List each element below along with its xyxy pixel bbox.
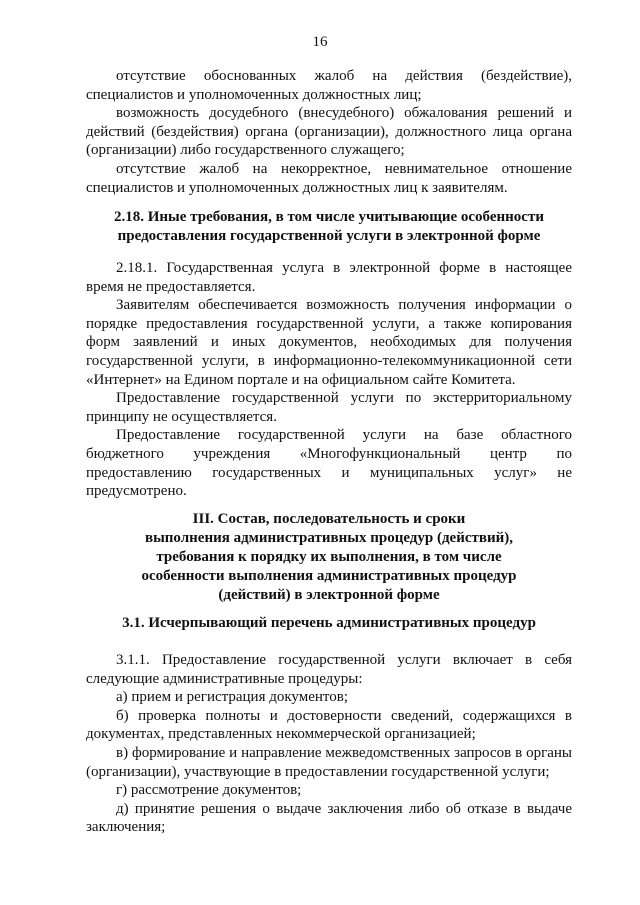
list-item: отсутствие обоснованных жалоб на действия (бездействие), специалистов и уполномоченных должностных лиц; [86, 68, 572, 103]
page-number: 16 [312, 34, 328, 50]
paragraph: Предоставление государственной услуги по экстерриториальному принципу не осуществляется. [86, 390, 572, 425]
heading-line: особенности выполнения административных процедур [141, 568, 517, 584]
list-item: г) рассмотрение документов; [116, 782, 302, 799]
list-item: а) прием и регистрация документов; [116, 689, 349, 706]
heading-line: (действий) в электронной форме [218, 587, 440, 603]
paragraph: 3.1.1. Предоставление государственной услуги включает в себя следующие административные процедуры: [86, 652, 572, 687]
list-item: б) проверка полноты и достоверности сведений, содержащихся в документах, представленных некоммерческой организацией; [86, 707, 572, 743]
heading-line: 2.18. Иные требования, в том числе учитывающие особенности [114, 209, 544, 225]
list-item: возможность досудебного (внесудебного) обжалования решений и действий (бездействия) органа (организации), должностного лица органа (организации) либо государственного служащего; [86, 105, 572, 159]
heading-line: предоставления государственной услуги в электронной форме [117, 228, 541, 244]
list-item: д) принятие решения о выдаче заключения либо об отказе в выдаче заключения; [86, 800, 572, 836]
list-item: в) формирование и направление межведомственных запросов в органы (организации), участвующие в предоставлении государственной услуги; [86, 744, 572, 780]
paragraph: Предоставление государственной услуги на базе областного бюджетного учреждения «Многофункциональный центр по предоставлению государственных и муниципальных услуг» не предусмотрено. [86, 427, 572, 500]
section-heading-3-1: 3.1. Исчерпывающий перечень административных процедур [122, 615, 536, 631]
heading-line: выполнения административных процедур (действий), [144, 530, 514, 546]
section-heading-2-18 [86, 208, 572, 246]
paragraph: Заявителям обеспечивается возможность получения информации о порядке предоставления государственной услуги, а также копирования форм заявлений и иных документов, необходимых для получения государственной услуги, в информационно-телекоммуникационной сети «Интернет» на Едином портале и на официальном сайте Комитета. [86, 297, 572, 388]
section-3-1-body [86, 651, 572, 837]
section-2-18-body [86, 259, 572, 501]
heading-line: требования к порядку их выполнения, в том числе [156, 549, 502, 565]
top-list [86, 67, 572, 197]
list-item: отсутствие жалоб на некорректное, невнимательное отношение специалистов и уполномоченных должностных лиц к заявителям. [86, 160, 572, 196]
heading-line: III. Состав, последовательность и сроки [192, 511, 466, 527]
paragraph: 2.18.1. Государственная услуга в электронной форме в настоящее время не предоставляется. [86, 260, 572, 295]
section-heading-3 [86, 510, 572, 605]
